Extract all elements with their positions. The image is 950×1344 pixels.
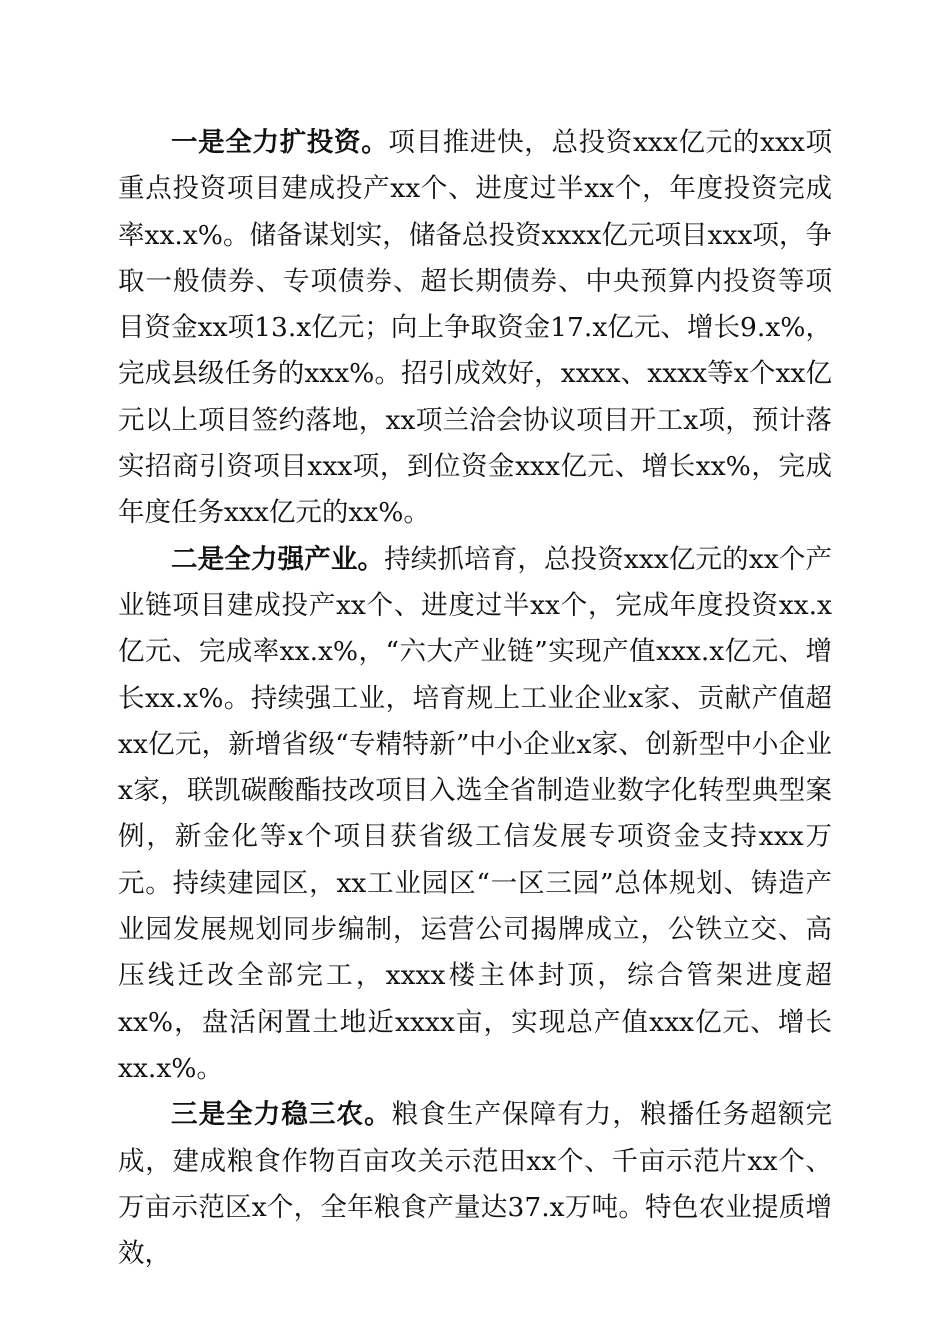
paragraph-investment	[118, 120, 832, 537]
paragraph-body: 粮食生产保障有力，粮播任务超额完成，建成粮食作物百亩攻关示范田xx个、千亩示范片xx个、万亩示范区x个，全年粮食产量达37.x万吨。特色农业提质增效，	[118, 1099, 833, 1270]
paragraph-body: 项目推进快，总投资xxx亿元的xxx项重点投资项目建成投产xx个、进度过半xx个，年度投资完成率xx.x%。储备谋划实，储备总投资xxxx亿元项目xxx项，争取一般债券、专项债券、超长期债券、中央预算内投资等项目资金xx项13.x亿元；向上争取资金17.x亿元、增长9.x%，完成县级任务的xxx%。招引成效好，xxxx、xxxx等x个xx亿元以上项目签约落地，xx项兰洽会协议项目开工x项，预计落实招商引资项目xxx项，到位资金xxx亿元、增长xx%，完成年度任务xxx亿元的xx%。	[118, 127, 833, 529]
document-page	[118, 120, 832, 1277]
paragraph-industry	[118, 537, 832, 1093]
paragraph-heading: 一是全力扩投资。	[171, 127, 389, 158]
paragraph-heading: 二是全力强产业。	[171, 543, 385, 575]
paragraph-body: 持续抓培育，总投资xxx亿元的xx个产业链项目建成投产xx个、进度过半xx个，完成年度投资xx.x亿元、完成率xx.x%，“六大产业链”实现产值xxx.x亿元、增长xx.x%。持续强工业，培育规上工业企业x家、贡献产值超xx亿元，新增省级“专精特新”中小企业x家、创新型中小企业x家，联凯碳酸酯技改项目入选全省制造业数字化转型典型案例，新金化等x个项目获省级工信发展专项资金支持xxx万元。持续建园区，xx工业园区“一区三园”总体规划、铸造产业园发展规划同步编制，运营公司揭牌成立，公铁立交、高压线迁改全部完工，xxxx楼主体封顶，综合管架进度超xx%，盘活闲置土地近xxxx亩，实现总产值xxx亿元、增长xx.x%。	[118, 543, 832, 1084]
paragraph-agriculture	[118, 1092, 832, 1277]
paragraph-heading: 三是全力稳三农。	[171, 1099, 392, 1131]
